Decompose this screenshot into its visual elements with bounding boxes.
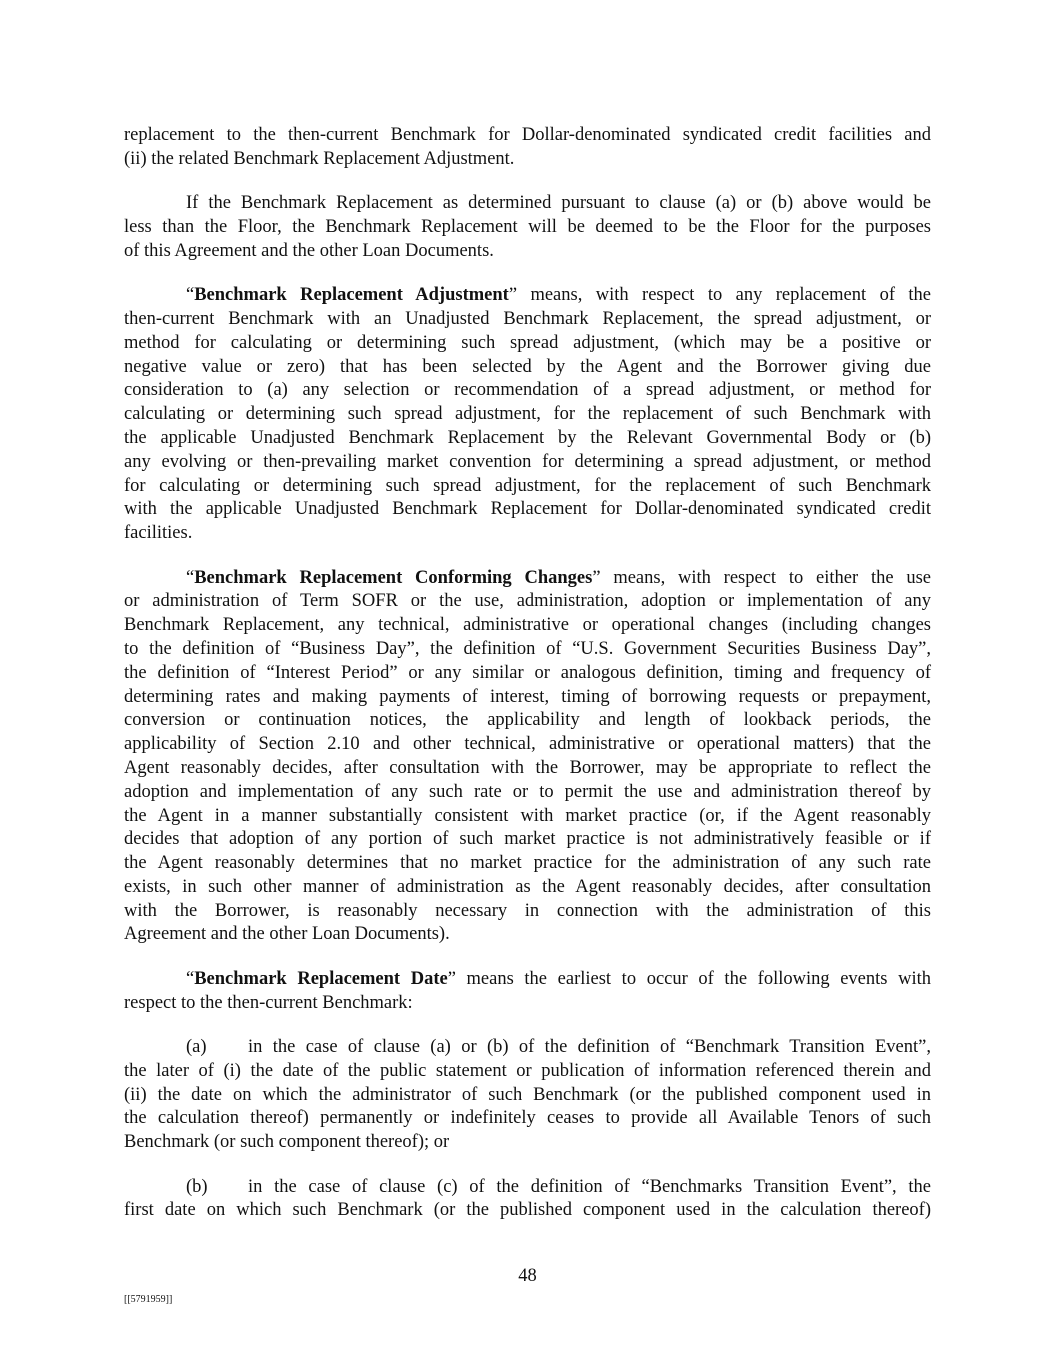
text-line: decides that adoption of any portion of such market practice is not administratively feasible or if	[124, 829, 931, 850]
defined-term: Benchmark Replacement Conforming Changes	[194, 567, 593, 588]
text-line: the definition of “Interest Period” or any similar or analogous definition, timing and frequency of	[124, 662, 931, 683]
text-line: conversion or continuation notices, the applicability and length of lookback periods, the	[124, 710, 931, 731]
text-line: less than the Floor, the Benchmark Replacement will be deemed to be the Floor for the purposes	[124, 216, 931, 237]
text-line: Benchmark (or such component thereof); or	[124, 1132, 450, 1153]
paragraph	[124, 192, 931, 263]
text-line: calculating or determining such spread adjustment, for the replacement of such Benchmark with	[124, 404, 931, 425]
paragraph	[124, 567, 931, 948]
text-line	[124, 968, 931, 992]
text-line	[124, 1036, 931, 1060]
document-body	[124, 124, 931, 1244]
text-line: with the Borrower, is reasonably necessary in connection with the administration of this	[124, 900, 931, 921]
text-line: to the definition of “Business Day”, the definition of “U.S. Government Securities Business Day”,	[124, 638, 931, 659]
text-line: negative value or zero) that has been selected by the Agent and the Borrower giving due	[124, 356, 931, 377]
open-quote: “	[186, 567, 195, 588]
text-line: or administration of Term SOFR or the use, administration, adoption or implementation of any	[124, 591, 931, 612]
open-quote: “	[186, 968, 195, 989]
text-line: (ii) the related Benchmark Replacement Adjustment.	[124, 148, 515, 169]
text-line: If the Benchmark Replacement as determined pursuant to clause (a) or (b) above would be	[186, 193, 931, 214]
text-line: determining rates and making payments of interest, timing of borrowing requests or prepayment,	[124, 686, 931, 707]
open-quote: “	[186, 285, 195, 306]
text-line: any evolving or then-prevailing market convention for determining a spread adjustment, or method	[124, 451, 931, 472]
document-id: [[5791959]]	[124, 1294, 173, 1305]
definition-text: ” means the earliest to occur of the following events with	[447, 968, 931, 989]
text-line	[124, 1176, 931, 1200]
clause-label: (a)	[186, 1037, 207, 1058]
text-line: the later of (i) the date of the public statement or publication of information referenced therein and	[124, 1060, 931, 1081]
text-line: first date on which such Benchmark (or the published component used in the calculation thereof)	[124, 1200, 931, 1221]
text-line: with the applicable Unadjusted Benchmark Replacement for Dollar-denominated syndicated credit	[124, 499, 931, 520]
text-line: consideration to (a) any selection or recommendation of a spread adjustment, or method for	[124, 380, 931, 401]
text-line: the applicable Unadjusted Benchmark Replacement by the Relevant Governmental Body or (b)	[124, 427, 931, 448]
text-line: exists, in such other manner of administration as the Agent reasonably decides, after consultation	[124, 876, 931, 897]
text-line: replacement to the then-current Benchmark for Dollar-denominated syndicated credit facilities and	[124, 125, 931, 145]
text-line: facilities.	[124, 523, 193, 544]
defined-term: Benchmark Replacement Adjustment	[194, 285, 509, 306]
text-line: respect to the then-current Benchmark:	[124, 992, 413, 1013]
clause-text: in the case of clause (c) of the definition of “Benchmarks Transition Event”, the	[248, 1176, 931, 1197]
text-line: (ii) the date on which the administrator of such Benchmark (or the published component used in	[124, 1084, 931, 1105]
page-number: 48	[518, 1266, 537, 1286]
text-line: of this Agreement and the other Loan Documents.	[124, 240, 494, 261]
text-line: Agreement and the other Loan Documents).	[124, 924, 450, 945]
definition-text: ” means, with respect to any replacement of the	[508, 285, 931, 306]
text-line: the Agent in a manner substantially consistent with market practice (or, if the Agent reasonably	[124, 805, 931, 826]
text-line	[124, 567, 931, 591]
text-line: Agent reasonably decides, after consultation with the Borrower, may be appropriate to reflect the	[124, 757, 931, 778]
paragraph	[124, 284, 931, 546]
text-line: for calculating or determining such spread adjustment, for the replacement of such Benchmark	[124, 475, 931, 496]
text-line: applicability of Section 2.10 and other technical, administrative or operational matters) that the	[124, 734, 931, 755]
text-line: the calculation thereof) permanently or indefinitely ceases to provide all Available Tenors of such	[124, 1108, 931, 1129]
text-line	[124, 284, 931, 308]
text-line: then-current Benchmark with an Unadjusted Benchmark Replacement, the spread adjustment, or	[124, 308, 931, 329]
text-line: method for calculating or determining such spread adjustment, (which may be a positive or	[124, 332, 931, 353]
clause-text: in the case of clause (a) or (b) of the definition of “Benchmark Transition Event”,	[248, 1037, 931, 1058]
text-line: Benchmark Replacement, any technical, administrative or operational changes (including changes	[124, 615, 931, 636]
paragraph	[124, 968, 931, 1016]
paragraph	[124, 1176, 931, 1224]
text-line: the Agent reasonably determines that no market practice for the administration of any such rate	[124, 853, 931, 874]
text-line: adoption and implementation of any such rate or to permit the use and administration thereof by	[124, 781, 931, 802]
paragraph	[124, 1036, 931, 1155]
defined-term: Benchmark Replacement Date	[194, 968, 448, 989]
paragraph	[124, 124, 931, 172]
clause-label: (b)	[186, 1176, 208, 1197]
definition-text: ” means, with respect to either the use	[592, 567, 932, 588]
